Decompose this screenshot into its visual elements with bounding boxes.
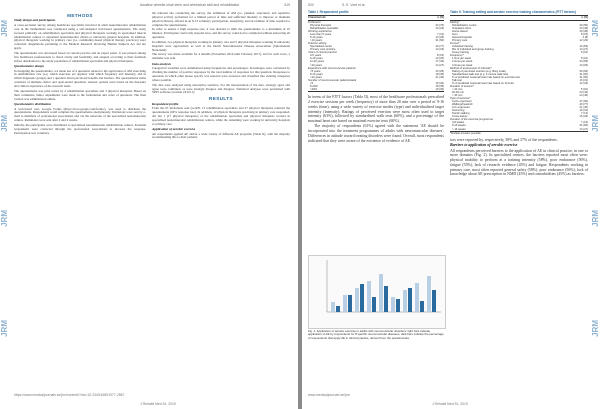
table-header-cell: n (%) <box>437 16 444 20</box>
table-cell-label: % of predicted maximal heart rate based on exercise test <box>452 75 520 79</box>
paragraph: The majority of respondents (61%) agreed with the statement 'AE should be incorporated into the treatment programmes of adults with neuromuscular diseases'. Differences in attitude toward treating disorders were found. Overall, most respondents indicated that they were aware of the existence of evidence of AE. <box>308 124 444 143</box>
table-cell-label: Years of clinical practice <box>308 51 337 55</box>
paragraph: From the 67 invitations sent (i.e.RN, 13 rehabilitation specialists and 27 physical therapists returned the questionnaire (60% response rate). In addition, 12 physical therapists practising in primary care responded. All but 1 (17 physical therapists) of the rehabilitation specialists and physical therapists worked in specialised neuromuscular rehabilitation centres, while the remaining were working in university hospitals or primary care. <box>152 106 290 126</box>
table-cell-value: 17 (33) <box>435 60 444 64</box>
left-column-2 <box>152 12 290 141</box>
table-row <box>308 88 444 91</box>
table-cell-label: Experience with neuromuscular patients <box>308 66 356 70</box>
table-cell-value: 16 (31) <box>579 78 588 82</box>
figure-bar <box>336 306 340 312</box>
table-cell-value: 8 (15) <box>436 54 444 58</box>
table-cell-label: Rehabilitation centre <box>452 23 477 27</box>
table-cell-label: >20 years <box>310 63 322 67</box>
table-cell-value: 31 (60) <box>579 72 588 76</box>
table-cell-label: Duration of session* <box>450 84 475 88</box>
table-cell-value: 47 (90) <box>579 100 588 104</box>
table-cell-label: 5-10 years <box>310 36 323 40</box>
table-cell-label: % of predicted maximal heart rate based on formula <box>452 81 514 85</box>
table-cell-label: Gym <box>452 33 458 37</box>
table-cell-label: 9-16 weeks <box>452 124 466 128</box>
table-header-cell: Characteristic <box>308 16 326 20</box>
paragraph: The survey was made available for 4 months (November 2016 until February 2017), and for each wave, a reminder was sent. <box>152 52 290 61</box>
table-cell-label: Format* <box>450 42 460 46</box>
table-cell-label: Walking/treadmill <box>452 103 473 107</box>
figure-1 <box>308 255 446 329</box>
table-cell-value: 5 (10) <box>580 57 588 61</box>
table-caption: Table I. Respondent profile <box>308 10 349 14</box>
table-cell-label: Primary care <box>452 39 468 43</box>
table-cell-value: 34 (65) <box>579 60 588 64</box>
sidebar-label: JRM <box>0 210 9 227</box>
table-cell-value: 24 (46) <box>579 26 588 30</box>
table-cell-label: Outpatient clinic <box>452 26 472 30</box>
table-cell-label: 0-5 years <box>310 54 322 58</box>
paragraph: the national site conducting the survey, the definition of AM (i.e. planned, structured, and repetitive physical activity performed for a limited period of time and sufficient intensity to improve or maintain physical fitness), offered in an 8-13 voluntary participation, anonymity, and an estimate of time required to complete the questionnaire. <box>152 11 290 27</box>
figure-bar <box>384 286 388 312</box>
table-cell-value: 15 (29) <box>435 81 444 85</box>
results-text <box>308 95 444 143</box>
journal-footer: J Rehabil Med 51, 2019 <box>432 402 468 406</box>
paragraph: A web-based tool, Google Forms (https://docs.google.com/forms/), was used to distribute the questionnaire. Respondents could complete the questionnaire anonymously. Invitations were sent by e-mail to members of professional associations and via the networks of the specialised neuromuscular centres. Reminders were sent after 2 and 4 weeks. <box>14 106 146 123</box>
paragraph: In terms of the FITT factors (Table II), most of the healthcare professionals prescribed 2 exercise sessions per week (frequency) of more than 20 min over a period of 9-16 weeks (time), using a wide variety of exercise modes (type) and individualised target intensity (intensity). Ratings of perceived exertion were most often used to target intensity (63%), followed by standardised walk tests (60%), and a percentage of the maximal heart rate based on maximal exercise tests (60%). <box>308 95 444 123</box>
table-cell-value: 13 (25) <box>579 63 588 67</box>
table-cell-value: 19 (36) <box>435 87 444 91</box>
table-cell-value: 8 (15) <box>580 33 588 37</box>
figure-bar <box>372 297 376 312</box>
figure-bar <box>348 295 352 312</box>
journal-sidebar <box>591 0 600 409</box>
journal-footer: J Rehabil Med 51, 2019 <box>140 402 176 406</box>
journal-sidebar <box>0 0 9 409</box>
table-cell-label: 1 time per week <box>452 57 471 61</box>
table-cell-label: > 30 min <box>452 94 463 97</box>
subheading: Questionnaire distribution <box>14 102 52 107</box>
figure-1-chart <box>309 256 445 328</box>
table-cell-label: <5 years <box>310 69 321 73</box>
sidebar-label: JRM <box>591 210 600 227</box>
table-cell-label: Type of exercise* <box>450 97 471 101</box>
paragraph: In addition, two physical therapists working in primary care and 5 physical therapists working in university hospitals were approached, as well as the Dutch Neuromuscular Disease Association (Spierziekten Nederland). <box>152 39 290 52</box>
table-cell-value: 12 (23) <box>579 81 588 85</box>
page-number: 520 <box>308 3 314 7</box>
figure-bar <box>403 290 407 312</box>
table-cell-value: 40 (77) <box>579 103 588 107</box>
figure-bar <box>355 288 359 312</box>
table-cell-label: 3 times per week <box>452 63 473 67</box>
figure-bar <box>408 288 412 312</box>
table-cell-label: Primary care practice <box>310 48 336 52</box>
table-cell-label: Cross-trainer <box>452 115 468 119</box>
methods-text <box>14 19 146 135</box>
paragraph: The questionnaire was developed based on current practice and an expert panel. It was piloted among five healthcare professionals to check clarity and feasibility, and adapted according to their feedback before distribution to the study population of rehabilitation specialists and physical therapists. <box>14 50 146 63</box>
table-caption: Table II. Training setting and aerobic exercise training characteristics (FITT factors) <box>450 10 576 14</box>
table-respondent-profile <box>308 11 444 92</box>
figure-bar <box>420 301 424 312</box>
page-number: 519 <box>284 3 290 7</box>
table-cell-value: 18 (35) <box>435 84 444 88</box>
table-cell-label: <5 <box>310 81 314 85</box>
running-head: S. E. Voet et al. <box>342 3 366 7</box>
table-cell-value: 7 (13) <box>580 121 588 125</box>
table-cell-label: Cycle ergometer <box>452 100 472 104</box>
section-heading-results: RESULTS <box>209 96 233 102</box>
table-cell-label: >10 years <box>310 75 322 79</box>
figure-1-caption: Fig. 1. Application of aerobic exercise in adults with neuromuscular disorders: light bars indicate application of AE by respondents for 8 specific neuromuscular diseases; dark bars indicate the percentage of respondents that apply AE in clinical practice, derived from the questionnaire. <box>308 329 444 340</box>
table-cell-value: 13 (24) <box>435 26 444 30</box>
table-cell-value: 24 (46) <box>579 94 588 97</box>
table-cell-label: Physical therapist <box>310 23 332 27</box>
figure-bar <box>391 297 395 312</box>
table-cell-label: 4-8 weeks <box>452 121 465 125</box>
paragraph: In order to ensure a high response rate, it was decided to limit the questionnaire to a maximum of 10 minutes. Participants could only respond once, and the survey could not be completed without answering all questions. <box>152 27 291 40</box>
table-cell-label: Number of neuromuscular patients/week <box>308 78 357 82</box>
table-cell-label: General hospital <box>452 36 472 40</box>
table-cell-value: 14 (26) <box>435 36 444 40</box>
table-row <box>450 128 588 131</box>
figure-bar <box>367 281 371 312</box>
table-cell-label: >10 years <box>310 39 322 43</box>
table-cell-value: 7 (13) <box>580 112 588 116</box>
table-cell-label: 11-20 years <box>310 60 324 64</box>
table-cell-label: Profession <box>308 20 321 24</box>
table-footnote: *Multiple answers possible. <box>450 132 482 136</box>
left-page <box>0 0 298 409</box>
sidebar-label: JRM <box>0 115 9 132</box>
sidebar-label: JRM <box>591 115 600 132</box>
running-head: Amateur wheelie-chair steer and wheelchair skill and rehabilitation <box>140 3 240 7</box>
paragraph: Initially, the participants were distributed to specialised neuromuscular rehabilitation centres. Potential respondents were contacted through the professional associations to increase the response. Participation was voluntary. <box>14 122 146 135</box>
left-column-1 <box>14 12 146 136</box>
figure-bar <box>379 274 383 312</box>
sidebar-label: JRM <box>0 320 9 337</box>
figure-bar <box>360 284 364 312</box>
table-cell-label: Talk test <box>452 78 462 82</box>
subheading: Questionnaire design <box>14 64 44 69</box>
table-cell-label: Group training <box>452 51 470 55</box>
right-column-1 <box>308 11 444 144</box>
sidebar-label: JRM <box>0 20 9 37</box>
table-cell-value: 13 (25) <box>435 57 444 61</box>
subheading: Data analysis <box>152 61 171 66</box>
table-cell-label: < 20 min <box>452 87 463 91</box>
figure-bar <box>331 302 335 312</box>
table-cell-label: Swimming <box>452 109 465 113</box>
table-cell-value: 43 (83) <box>579 45 588 49</box>
table-cell-value: 14 (27) <box>579 48 588 52</box>
table-cell-value: 29 (56) <box>579 23 588 27</box>
table-cell-value: 15 (29) <box>579 115 588 119</box>
paragraph: The data were analysed using descriptive statistics. For the interpretation of the data, strongly agree and agree were combined, as were strongly disagree and disagree. Statistical analyses were performed with SPSS software (version 24.0.0.1). <box>152 82 290 95</box>
table-cell-label: Rehabilitation specialist <box>310 26 339 30</box>
paragraph: All respondents applied AE and/or a wide variety of different AE programs (Table II), with the majority recommending this to their patients. <box>152 131 290 140</box>
table-cell-value: 23 (44) <box>579 90 588 94</box>
figure-bar <box>432 290 436 312</box>
subheading: Application of aerobic exercise <box>152 127 196 132</box>
table-cell-value: 14 (27) <box>435 63 444 67</box>
barriers-text: All respondents perceived barriers to the application of AE in clinical practice, in one or more domains (Fig. 2). In specialised centres, the barriers reported most often were: physical inability to perform at a training intensity (58%), poor endurance (56%), fatigue (55%), lack of research evidence (45%) and fatigue. Respondents working in primary care, most often reported general safety (58%), poor endurance (56%), lack of knowledge about AE prescription in NMD (45%) and comorbidities (45%) as barriers. <box>450 148 588 177</box>
table-cell-value: 21 (40) <box>579 106 588 110</box>
figure-bar <box>343 295 347 312</box>
table-cell-value: 21 (40) <box>435 75 444 79</box>
paragraph: In designing the questionnaire, we made use of 4 questions related to the application of AM exercising in rehabilitation care (e.g. which exercises are applied, with which frequency and intensity, and in which diagnostic groups) and 1 question about perceived benefits and barriers. The questionnaire items consisted of multiple choice and open-ended questions. Answer options were based on the literature and clinical experience of the research team. <box>14 68 146 89</box>
table-cell-label: 2 times per week <box>452 60 473 64</box>
table-cell-value: 12 (23) <box>579 39 588 43</box>
table-cell-label: Practice setting <box>308 42 327 46</box>
table-cell-value: 20 (38) <box>579 30 588 34</box>
figure-bar <box>396 299 400 312</box>
table-cell-label: Working experience <box>308 30 332 34</box>
figure-bar <box>415 283 419 312</box>
table-cell-value: 31 (60) <box>435 39 444 43</box>
table-cell-value: 34 (76) <box>435 23 444 27</box>
table-cell-label: 5-10 years <box>310 72 323 76</box>
table-cell-label: Nordic walking <box>452 112 470 116</box>
table-cell-value: 31 (60) <box>579 124 588 128</box>
table-cell-label: Arm ergometer <box>452 106 470 110</box>
table-cell-label: Individual training <box>452 45 473 49</box>
table-cell-value: 4 (8) <box>582 36 588 40</box>
table-cell-label: > 16 weeks <box>452 127 466 131</box>
subheading-barriers: Barriers to application of aerobic exercise <box>450 143 518 148</box>
table-cell-label: >20% <box>310 87 317 91</box>
table-cell-label: Less than 5 years <box>310 33 332 37</box>
journal-url[interactable]: www.medicaljournals.se/jrm <box>308 393 350 397</box>
table-cell-value: 31 (60) <box>579 75 588 79</box>
right-page <box>302 0 600 409</box>
paragraph: The questionnaire was pilot tested by 2 rehabilitation specialists and 3 physical therapists. Based on their comments, minor adjustments were made to the formulation and order of questions. The final version was administered online. <box>14 88 146 101</box>
table-training-characteristics <box>450 11 588 135</box>
table-cell-value: 14 (27) <box>579 127 588 131</box>
figure-bar <box>427 276 431 312</box>
table-cell-label: Method of assessment of intensity* <box>450 66 492 70</box>
table-cell-label: 6-10 years <box>310 57 323 61</box>
section-heading-methods: METHODS <box>67 13 93 18</box>
sidebar-label: JRM <box>591 320 600 337</box>
table-cell-value: 5 (10) <box>580 51 588 55</box>
table-header-cell <box>450 16 572 19</box>
table-cell-label: Frequency* <box>450 54 464 58</box>
paragraph: A cross-sectional survey among healthcare specialists involved in adult neuromuscular rehabilitation care in the Netherlands was conducted using a self-designed web-based questionnaire. The study focused primarily on rehabilitation specialists and physical therapists working in specialised muscle rehabilitation centres or outpatient neuromuscular clinics or university general hospitals. In addition, physical therapists working in primary care (i.e. community-based physical therapy practices) were contacted. Regulations pertaining to the Medical Research Involving Human Subjects Act did not apply. <box>14 22 146 51</box>
table-cell-value: 40 (77) <box>435 45 444 49</box>
table-cell-label: Standardised walk test (e.g. 6 minute walk test) <box>452 72 509 76</box>
table-cell-label: Rating of perceived exertion (e.g. Borg scale) <box>452 69 506 73</box>
table-cell-value: 18 (35) <box>435 72 444 76</box>
table-cell-value: 7 (13) <box>436 33 444 37</box>
doi-link[interactable]: https://www.medicaljournals.se/jrm/content/?doi=10.2340/16501977-2567 <box>14 393 125 397</box>
table-cell-label: 20-30 min <box>452 90 464 94</box>
table-cell-value: 33 (63) <box>579 69 588 73</box>
table-cell-label: 5-20% <box>310 84 318 88</box>
table-cell-value: 5 (10) <box>580 87 588 91</box>
table-cell-label: Specialised centre <box>310 45 332 49</box>
sidebar-label: JRM <box>591 20 600 37</box>
table-cell-label: Setting* <box>450 20 460 24</box>
table-header-cell: n (%) <box>581 16 588 20</box>
table-cell-label: Mix of individual and group training <box>452 48 494 52</box>
paragraph: Categorical variables were summarised using frequencies and percentages. Percentages were calculated by dividing the number of positive responses by the total number of responses for that question. Responses to questions in which other please specify was selected were reviewed and classified into existing categories where possible. <box>152 66 290 82</box>
table-cell-value: 16 (31) <box>579 109 588 113</box>
table-cell-label: Duration of the exercise programme <box>450 118 493 122</box>
right-column-2 <box>450 11 588 177</box>
paragraph: tors were reported by, respectively, 58% and 37% of the respondents. <box>450 138 558 143</box>
subheading: Study design and participants <box>14 18 56 23</box>
table-cell-value: 13 (25) <box>435 69 444 73</box>
results-text-continued <box>450 138 588 143</box>
table-cell-value: 12 (23) <box>435 48 444 52</box>
table-cell-label: Home-based <box>452 30 468 34</box>
subheading: Respondent profile <box>152 101 179 106</box>
methods-text-continued <box>152 12 290 95</box>
results-text <box>152 103 290 141</box>
